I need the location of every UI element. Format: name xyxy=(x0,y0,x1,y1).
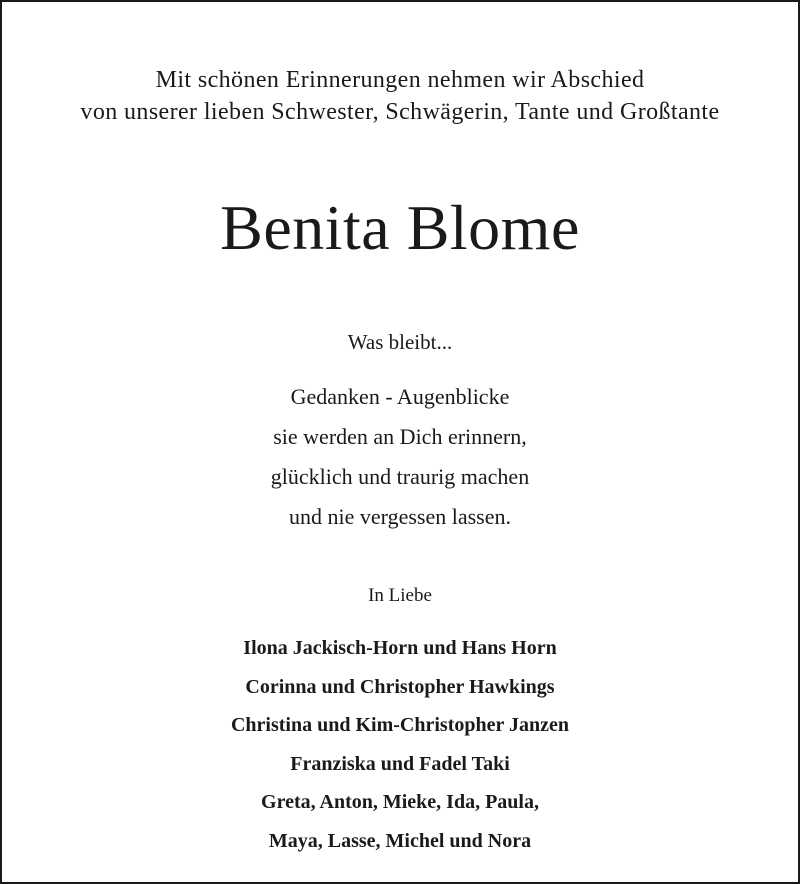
intro-text xyxy=(2,64,798,128)
mourner-line: Maya, Lasse, Michel und Nora xyxy=(268,829,532,852)
mourners-list xyxy=(2,629,798,860)
mourner-line: Franziska und Fadel Taki xyxy=(290,752,510,775)
deceased-name: Benita Blome xyxy=(220,192,580,263)
poem xyxy=(2,377,798,537)
poem-line: und nie vergessen lassen. xyxy=(289,504,511,529)
intro-line-2: von unserer lieben Schwester, Schwägerin, Tante und Großtante xyxy=(80,99,720,125)
poem-line: sie werden an Dich erinnern, xyxy=(273,424,527,449)
mourner-line: Ilona Jackisch-Horn und Hans Horn xyxy=(243,637,557,659)
poem-line: Gedanken - Augenblicke xyxy=(290,384,510,409)
poem-line: glücklich und traurig machen xyxy=(270,464,530,489)
mourner-line: Greta, Anton, Mieke, Ida, Paula, xyxy=(261,791,539,813)
mourner-line: Christina und Kim-Christopher Janzen xyxy=(230,714,569,736)
mourner-line: Corinna und Christopher Hawkings xyxy=(245,675,555,698)
closing-text: In Liebe xyxy=(368,585,432,606)
intro-line-1: Mit schönen Erinnerungen nehmen wir Abschied xyxy=(155,67,645,93)
motto: Was bleibt... xyxy=(347,330,453,354)
